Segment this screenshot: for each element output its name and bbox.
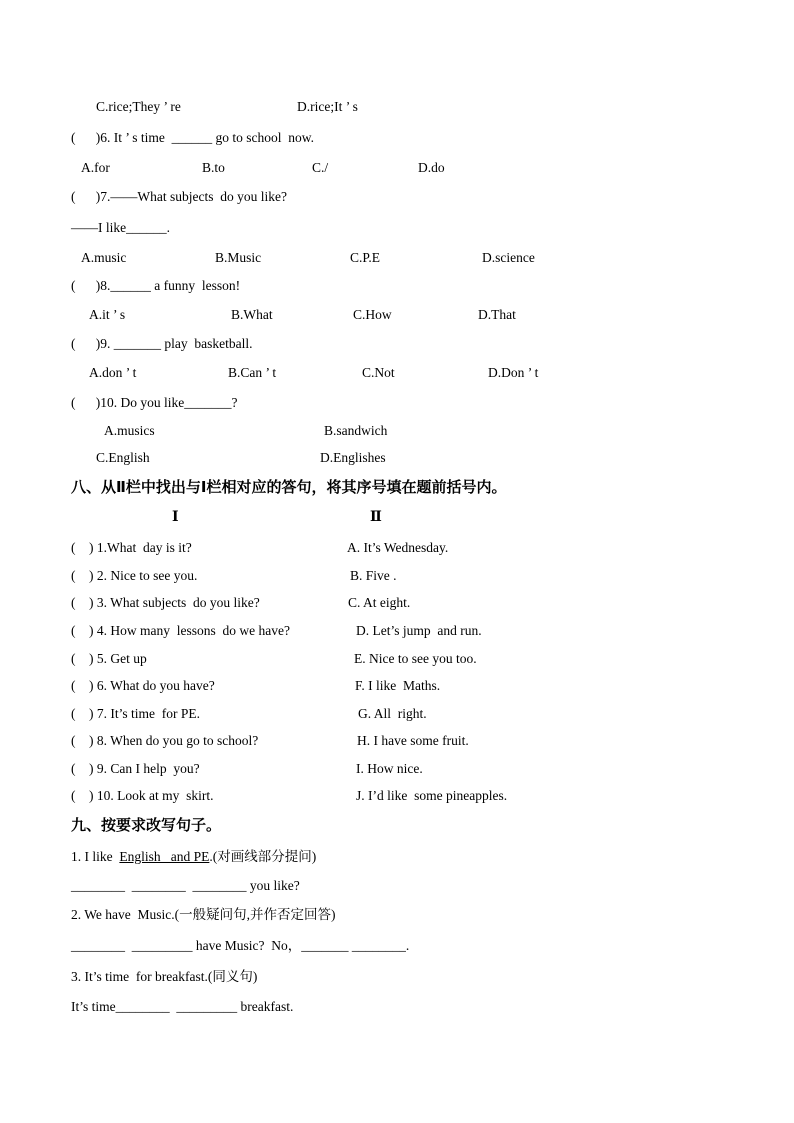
q10-option-a: A.musics	[104, 423, 155, 438]
rewrite-answer-3: It’s time________ _________ breakfast.	[71, 999, 294, 1014]
section-9-title: 九、按要求改写句子。	[71, 816, 222, 834]
match-question-1: ( ) 1.What day is it?	[71, 540, 192, 555]
match-answer-b: B. Five .	[350, 568, 397, 583]
rewrite-answer-1: ________ ________ ________ you like?	[71, 878, 300, 893]
q10-option-c: C.English	[96, 450, 150, 465]
column-2-header: Ⅱ	[370, 510, 382, 525]
match-question-5: ( ) 5. Get up	[71, 651, 147, 666]
column-1-header: Ⅰ	[172, 510, 179, 525]
q7-option-b: B.Music	[215, 250, 262, 265]
q5-option-d: D.rice;It ’ s	[297, 99, 358, 114]
match-question-10: ( ) 10. Look at my skirt.	[71, 788, 214, 803]
q6-option-c: C./	[312, 160, 329, 175]
match-question-3: ( ) 3. What subjects do you like?	[71, 595, 260, 610]
q9-option-c: C.Not	[362, 365, 395, 380]
rewrite-answer-2: ________ _________ have Music? No，_______ ________.	[71, 938, 410, 953]
q10-stem: ( )10. Do you like_______?	[71, 395, 238, 410]
match-question-4: ( ) 4. How many lessons do we have?	[71, 623, 290, 638]
q7-option-c: C.P.E	[350, 250, 381, 265]
rewrite-sentence-1-prefix: 1. I like	[71, 849, 120, 864]
rewrite-sentence-2: 2. We have Music.(一般疑问句,并作否定回答)	[71, 907, 336, 922]
q7-option-a: A.music	[81, 250, 127, 265]
q7-answer-line: ——I like______.	[71, 220, 170, 235]
match-answer-a: A. It’s Wednesday.	[347, 540, 449, 555]
match-answer-f: F. I like Maths.	[355, 678, 441, 693]
q6-stem: ( )6. It ’ s time ______ go to school now.	[71, 130, 314, 145]
q9-option-d: D.Don ’ t	[488, 365, 539, 380]
q8-option-b: B.What	[231, 307, 273, 322]
match-answer-j: J. I’d like some pineapples.	[356, 788, 508, 803]
q8-option-c: C.How	[353, 307, 392, 322]
q9-option-a: A.don ’ t	[89, 365, 137, 380]
q5-option-c: C.rice;They ’ re	[96, 99, 181, 114]
q6-option-b: B.to	[202, 160, 225, 175]
match-question-8: ( ) 8. When do you go to school?	[71, 733, 259, 748]
q8-option-d: D.That	[478, 307, 516, 322]
rewrite-sentence-1	[71, 849, 316, 865]
match-question-2: ( ) 2. Nice to see you.	[71, 568, 198, 583]
q7-option-d: D.science	[482, 250, 535, 265]
match-answer-i: I. How nice.	[356, 761, 423, 776]
match-question-9: ( ) 9. Can I help you?	[71, 761, 200, 776]
match-question-6: ( ) 6. What do you have?	[71, 678, 215, 693]
q9-option-b: B.Can ’ t	[228, 365, 277, 380]
q10-option-b: B.sandwich	[324, 423, 388, 438]
rewrite-sentence-1-instruction: .(对画线部分提问)	[209, 849, 317, 864]
q10-option-d: D.Englishes	[320, 450, 386, 465]
q9-stem: ( )9. _______ play basketball.	[71, 336, 253, 351]
q6-option-a: A.for	[81, 160, 110, 175]
match-answer-h: H. I have some fruit.	[357, 733, 469, 748]
q8-option-a: A.it ’ s	[89, 307, 126, 322]
rewrite-sentence-1-underlined: English and PE	[119, 849, 210, 864]
section-8-title: 八、从Ⅱ栏中找出与Ⅰ栏相对应的答句，将其序号填在题前括号内。	[71, 478, 507, 496]
match-answer-d: D. Let’s jump and run.	[356, 623, 482, 638]
match-question-7: ( ) 7. It’s time for PE.	[71, 706, 200, 721]
q8-stem: ( )8.______ a funny lesson!	[71, 278, 241, 293]
match-answer-g: G. All right.	[358, 706, 427, 721]
match-answer-e: E. Nice to see you too.	[354, 651, 477, 666]
match-answer-c: C. At eight.	[348, 595, 411, 610]
q6-option-d: D.do	[418, 160, 445, 175]
q7-stem: ( )7.——What subjects do you like?	[71, 189, 287, 204]
rewrite-sentence-3: 3. It’s time for breakfast.(同义句)	[71, 969, 258, 984]
